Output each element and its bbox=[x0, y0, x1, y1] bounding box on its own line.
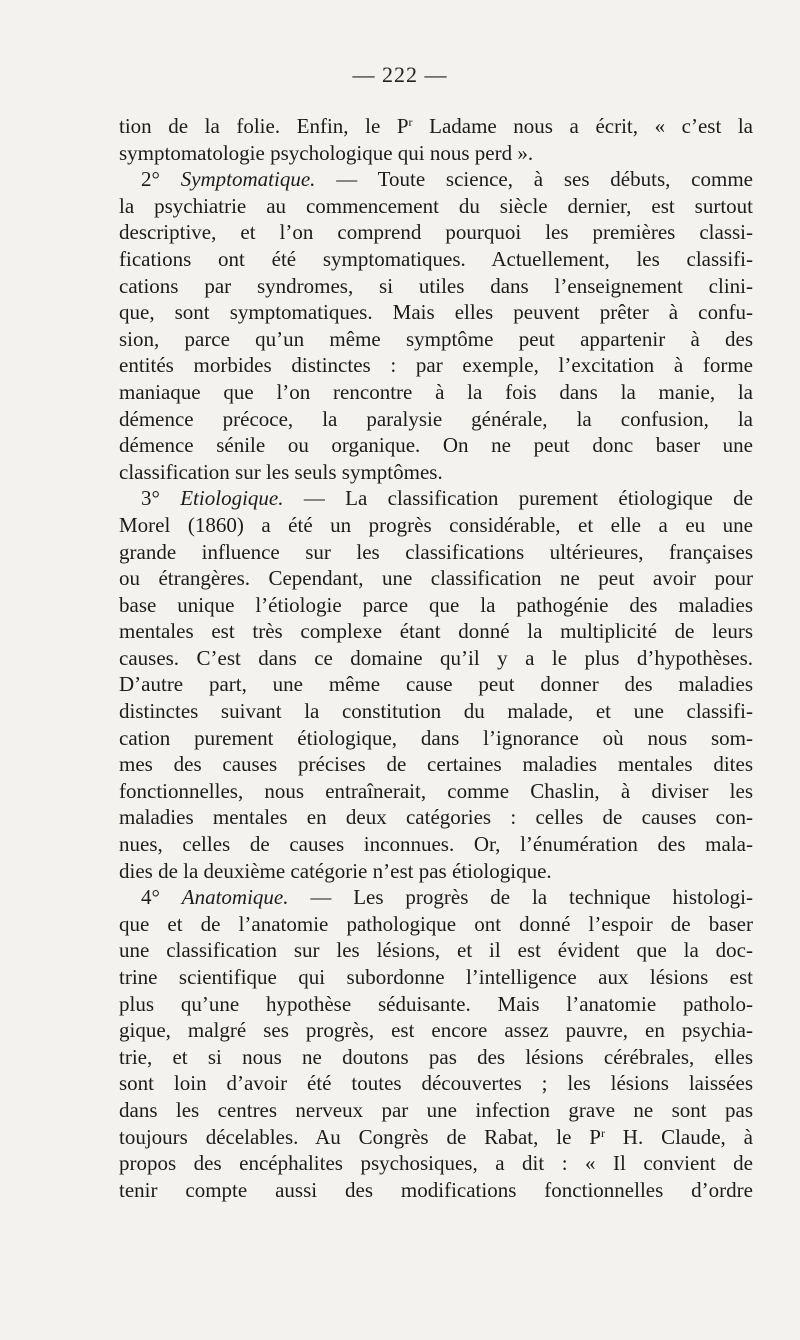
text-run: 2° bbox=[141, 167, 181, 192]
text-line bbox=[119, 964, 753, 991]
text-run: sion, parce qu’un même symptôme peut appartenir à des bbox=[119, 326, 753, 351]
text-line bbox=[119, 299, 753, 326]
text-run: — Les progrès de la technique histologi- bbox=[288, 885, 753, 910]
text-run: grande influence sur les classifications ultérieures, françaises bbox=[119, 539, 753, 564]
text-run: une classification sur les lésions, et il est évident que la doc- bbox=[119, 938, 753, 963]
text-line bbox=[119, 113, 753, 140]
text-run: que, sont symptomatiques. Mais elles peuvent prêter à confu- bbox=[119, 300, 753, 325]
text-run: fications ont été symptomatiques. Actuellement, les classifi- bbox=[119, 246, 753, 271]
text-run: symptomatologie psychologique qui nous perd ». bbox=[119, 140, 534, 165]
text-run: sont loin d’avoir été toutes découvertes ; les lésions laissées bbox=[119, 1071, 753, 1096]
text-run: D’autre part, une même cause peut donner des maladies bbox=[119, 672, 753, 697]
text-line bbox=[119, 512, 753, 539]
text-run: Ladame nous a écrit, « c’est la bbox=[412, 114, 754, 138]
text-line bbox=[119, 1044, 753, 1071]
text-run: maniaque que l’on rencontre à la fois dans la manie, la bbox=[119, 379, 753, 404]
page-number: — 222 — bbox=[352, 62, 448, 87]
text-run: cations par syndromes, si utiles dans l’enseignement clini- bbox=[119, 273, 753, 298]
superscript: r bbox=[600, 1125, 605, 1140]
text-line bbox=[119, 911, 753, 938]
text-run: 4° bbox=[141, 885, 182, 910]
text-run: nues, celles de causes inconnues. Or, l’énumération des mala- bbox=[119, 832, 753, 857]
text-run: la psychiatrie au commencement du siècle dernier, est surtout bbox=[119, 193, 753, 218]
text-line bbox=[119, 379, 753, 406]
text-line bbox=[119, 858, 753, 885]
text-run: — Toute science, à ses débuts, comme bbox=[315, 167, 753, 192]
text-line bbox=[119, 1177, 753, 1204]
text-line bbox=[119, 645, 753, 672]
text-line bbox=[119, 432, 753, 459]
text-run: classification sur les seuls symptômes. bbox=[119, 459, 443, 484]
text-line bbox=[119, 166, 753, 193]
text-run: que et de l’anatomie pathologique ont donné l’espoir de baser bbox=[119, 911, 753, 936]
text-line bbox=[119, 1097, 753, 1124]
text-line bbox=[119, 937, 753, 964]
text-run: — La classification purement étiologique de bbox=[283, 486, 753, 511]
text-line bbox=[119, 539, 753, 566]
text-line bbox=[119, 1150, 753, 1177]
text-run: toujours décelables. Au Congrès de Rabat, le P bbox=[119, 1124, 601, 1149]
text-run: démence sénile ou organique. On ne peut donc baser une bbox=[119, 433, 753, 458]
text-line bbox=[119, 406, 753, 433]
text-line bbox=[119, 1017, 753, 1044]
text-run: plus qu’une hypothèse séduisante. Mais l’anatomie patholo- bbox=[119, 991, 753, 1016]
text-line bbox=[119, 352, 753, 379]
text-line bbox=[119, 778, 753, 805]
text-run: Morel (1860) a été un progrès considérable, et elle a eu une bbox=[119, 512, 753, 537]
text-run: causes. C’est dans ce domaine qu’il y a le plus d’hypothèses. bbox=[119, 645, 753, 670]
text-run: démence précoce, la paralysie générale, la confusion, la bbox=[119, 406, 753, 431]
text-run: trie, et si nous ne doutons pas des lésions cérébrales, elles bbox=[119, 1044, 753, 1069]
text-run: entités morbides distinctes : par exemple, l’excitation à forme bbox=[119, 353, 753, 378]
text-run: tion de la folie. Enfin, le P bbox=[119, 114, 409, 138]
text-run: dans les centres nerveux par une infection grave ne sont pas bbox=[119, 1097, 753, 1122]
text-run: base unique l’étiologie parce que la pathogénie des maladies bbox=[119, 592, 753, 617]
text-run: cation purement étiologique, dans l’ignorance où nous som- bbox=[119, 725, 753, 750]
text-run: propos des encéphalites psychosiques, a dit : « Il convient de bbox=[119, 1151, 753, 1176]
text-line bbox=[119, 565, 753, 592]
section-heading: Anatomique. bbox=[181, 885, 289, 910]
text-line bbox=[119, 1124, 753, 1151]
text-run: gique, malgré ses progrès, est encore assez pauvre, en psychia- bbox=[119, 1018, 753, 1043]
text-line bbox=[119, 193, 753, 220]
text-run: H. Claude, à bbox=[604, 1124, 753, 1149]
section-heading: Symptomatique. bbox=[180, 167, 316, 192]
text-run: distinctes suivant la constitution du malade, et une classifi- bbox=[119, 699, 753, 724]
text-line bbox=[119, 831, 753, 858]
text-run: mes des causes précises de certaines maladies mentales dites bbox=[119, 752, 753, 777]
text-run: maladies mentales en deux catégories : celles de causes con- bbox=[119, 805, 753, 830]
text-line bbox=[119, 884, 753, 911]
text-run: tenir compte aussi des modifications fonctionnelles d’ordre bbox=[119, 1177, 753, 1202]
text-run: descriptive, et l’on comprend pourquoi les premières classi- bbox=[119, 220, 753, 245]
text-line bbox=[119, 751, 753, 778]
text-line bbox=[119, 459, 753, 486]
section-heading: Etiologique. bbox=[180, 486, 284, 511]
text-run: fonctionnelles, nous entraînerait, comme Chaslin, à diviser les bbox=[119, 778, 753, 803]
body-text bbox=[119, 113, 753, 1203]
superscript: r bbox=[408, 115, 413, 129]
text-line bbox=[119, 1070, 753, 1097]
text-run: mentales est très complexe étant donné la multiplicité de leurs bbox=[119, 619, 753, 644]
text-run: ou étrangères. Cependant, une classification ne peut avoir pour bbox=[119, 566, 753, 591]
text-line bbox=[119, 485, 753, 512]
text-line bbox=[119, 140, 753, 167]
text-line bbox=[119, 273, 753, 300]
text-line bbox=[119, 618, 753, 645]
text-line bbox=[119, 219, 753, 246]
text-line bbox=[119, 725, 753, 752]
text-line bbox=[119, 698, 753, 725]
text-line bbox=[119, 246, 753, 273]
text-run: 3° bbox=[141, 486, 181, 511]
text-run: trine scientifique qui subordonne l’intelligence aux lésions est bbox=[119, 965, 753, 989]
text-line bbox=[119, 592, 753, 619]
text-line bbox=[119, 671, 753, 698]
text-run: dies de la deuxième catégorie n’est pas étiologique. bbox=[119, 858, 552, 883]
text-line bbox=[119, 804, 753, 831]
text-line bbox=[119, 991, 753, 1018]
text-line bbox=[119, 326, 753, 353]
